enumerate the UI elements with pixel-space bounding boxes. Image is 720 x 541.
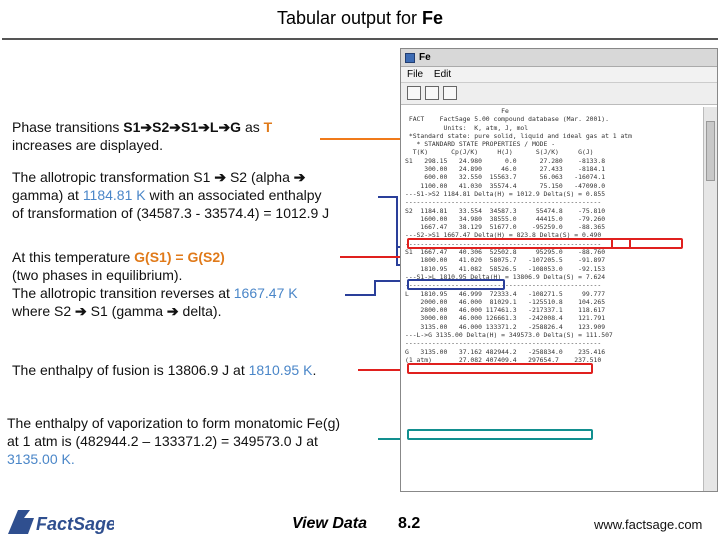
output-line: ---S1->L 1810.95 Delta(H) = 13806.9 Delta(S) = 7.624 (405, 272, 606, 281)
arrow-icon: ➔ (169, 119, 182, 135)
p3-line2: (two phases in equilibrium). (12, 267, 183, 283)
output-line: ---S2->S1 1667.47 Delta(H) = 823.8 Delta(S) = 0.490 (405, 231, 602, 240)
page-number: 8.2 (398, 515, 421, 532)
p2-text-a: The allotropic transformation S1 (12, 169, 215, 185)
p5-line2: at 1 atm is (482944.2 – 133371.2) = 349573.0 J at (7, 433, 318, 449)
p2-line3: of transformation of (34587.3 - 33574.4) = 1012.9 J (12, 205, 330, 221)
connector-blue-2v (374, 280, 376, 296)
arrow-icon: ➔ (293, 169, 306, 185)
output-line: S1 1667.47 40.306 52502.8 95295.0 -88.760 (405, 248, 606, 257)
connector-blue-2 (345, 294, 375, 296)
arrow-icon: ➔ (140, 119, 153, 135)
p1-phase-g: G (230, 119, 242, 135)
window-titlebar[interactable] (401, 49, 717, 67)
title-prefix: Tabular output for (276, 8, 423, 28)
output-line: 2800.00 46.000 117461.3 -217337.1 118.617 (405, 306, 606, 315)
p1-temperature-t: T (263, 119, 273, 135)
output-line: *Standard state: pure solid, liquid and ideal gas at 1 atm (405, 131, 633, 140)
output-line: 600.00 32.550 15563.7 56.063 -16074.1 (405, 173, 606, 182)
p2-text-d: with an associated enthalpy (145, 187, 322, 203)
menu-bar (401, 67, 717, 83)
output-line: 1810.95 41.082 58526.5 -108053.0 -92.153 (405, 264, 606, 273)
connector-blue-v1 (396, 196, 398, 264)
output-line: FACT Fact5age 5.00 compound database (Mar. 2001). (405, 115, 609, 124)
vaporization-text (7, 414, 397, 468)
factsage-logo (6, 508, 114, 536)
output-line: --------------------------------------------------- (405, 239, 602, 248)
arrow-icon: ➔ (214, 169, 227, 185)
output-line: T(K) Cp(J/K) H(J) S(J/K) G(J) (405, 148, 594, 157)
p3-text-e: delta). (178, 303, 222, 319)
output-line: 1667.47 38.129 51677.0 -95259.0 -88.365 (405, 223, 606, 232)
highlight-fusion (407, 363, 593, 374)
output-line: 300.00 24.890 46.0 27.433 -8184.1 (405, 165, 606, 174)
p1-text-as: as (241, 119, 264, 135)
output-line: S1 298.15 24.980 0.0 27.280 -8133.8 (405, 156, 606, 165)
p4-text-c: . (312, 362, 317, 378)
open-icon[interactable] (407, 86, 421, 100)
toolbar (401, 83, 717, 105)
arrow-icon: ➔ (166, 303, 179, 319)
connector-orange-1 (320, 138, 404, 140)
fusion-text (12, 361, 392, 379)
slide-title (0, 8, 720, 29)
arrow-icon: ➔ (75, 303, 87, 319)
footer-url[interactable]: www.factsage.com (594, 517, 703, 532)
output-line: (1 atm) 27.082 407409.4 297654.7 237.510 (405, 355, 602, 364)
app-icon (405, 53, 415, 63)
p3-text-a: At this temperature (12, 249, 135, 265)
p1-line2: increases are displayed. (12, 137, 163, 153)
p3-g-equality: G(S1) = G(S2) (134, 249, 225, 265)
output-line: ---L->G 3135.00 Delta(H) = 349573.0 Delta(S) = 111.507 (405, 331, 613, 340)
output-line: 3000.00 46.000 126661.3 -242008.4 121.791 (405, 314, 606, 323)
output-line: 1600.00 34.980 38555.0 44415.0 -79.260 (405, 214, 606, 223)
p3-temp: 1667.47 K (233, 285, 298, 301)
p1-phase-s2: S2 (152, 119, 170, 135)
highlight-vaporization (407, 429, 593, 440)
equilibrium-text (12, 248, 392, 320)
window-title: Fe (419, 52, 431, 63)
title-rule (2, 38, 718, 40)
phase-transitions-text (12, 118, 392, 154)
output-line: Fe (405, 107, 509, 115)
output-line: 2000.00 46.000 81029.1 -125510.8 104.265 (405, 297, 606, 306)
highlight-g-equality (611, 238, 683, 249)
output-line: ---S1->S2 1184.81 Delta(H) = 1012.9 Delta(S) = 0.855 (405, 189, 606, 198)
title-element: Fe (422, 8, 444, 28)
output-line: --------------------------------------------------- (405, 281, 602, 290)
connector-blue-h1 (378, 196, 398, 198)
output-line: S2 1184.81 33.554 34587.3 55474.8 -75.810 (405, 206, 606, 215)
scrollbar-thumb[interactable] (706, 121, 715, 181)
p1-phase-s1b: S1 (181, 119, 199, 135)
output-line: --------------------------------------------------- (405, 198, 602, 207)
view-data-label: View Data (292, 515, 367, 532)
print-icon[interactable] (443, 86, 457, 100)
p5-temp: 3135.00 K. (7, 451, 75, 467)
output-line: Units: K, atm, J, mol (405, 123, 529, 132)
p1-phase-s1: S1 (123, 119, 141, 135)
output-line: L 1810.95 46.999 72333.4 -108271.5 99.777 (405, 289, 606, 298)
connector-red-1 (340, 256, 402, 258)
save-icon[interactable] (425, 86, 439, 100)
fe-output-window[interactable] (400, 48, 718, 492)
output-line: 3135.00 46.000 133371.2 -258826.4 123.909 (405, 322, 606, 331)
p3-text-c: where S2 (12, 303, 76, 319)
output-line: G 3135.00 37.162 482944.2 -258834.0 235.416 (405, 347, 606, 356)
allotropic-text (12, 168, 392, 222)
output-line: --------------------------------------------------- (405, 339, 602, 348)
p3-text-d: S1 (gamma (86, 303, 167, 319)
p4-temp: 1810.95 K (248, 362, 313, 378)
arrow-icon: ➔ (198, 119, 210, 135)
p1-phase-l: L (209, 119, 219, 135)
output-line: 1800.00 41.020 58075.7 -107205.5 -91.897 (405, 256, 606, 265)
p2-text-b: S2 (alpha (226, 169, 294, 185)
highlight-s1-s2 (407, 238, 631, 249)
menu-file[interactable]: File (407, 69, 424, 80)
p3-text-b: The allotropic transition reverses at (12, 285, 234, 301)
arrow-icon: ➔ (218, 119, 231, 135)
p1-text-a: Phase transitions (12, 119, 124, 135)
p5-line1: The enthalpy of vaporization to form monatomic Fe(g) (7, 415, 341, 431)
vertical-scrollbar[interactable] (703, 107, 717, 491)
svg-text:FactSage: FactSage (36, 514, 114, 534)
output-line: 1100.00 41.030 35574.4 75.150 -47090.0 (405, 181, 606, 190)
output-line: * STANDARD STATE PROPERTIES / MODE - (405, 140, 556, 149)
p2-text-c: gamma) at (12, 187, 83, 203)
p2-temp: 1184.81 K (82, 187, 146, 203)
highlight-s2-s1 (407, 279, 505, 290)
menu-edit[interactable]: Edit (433, 69, 452, 80)
p4-text-a: The enthalpy of fusion is 13806.9 J at (12, 362, 249, 378)
